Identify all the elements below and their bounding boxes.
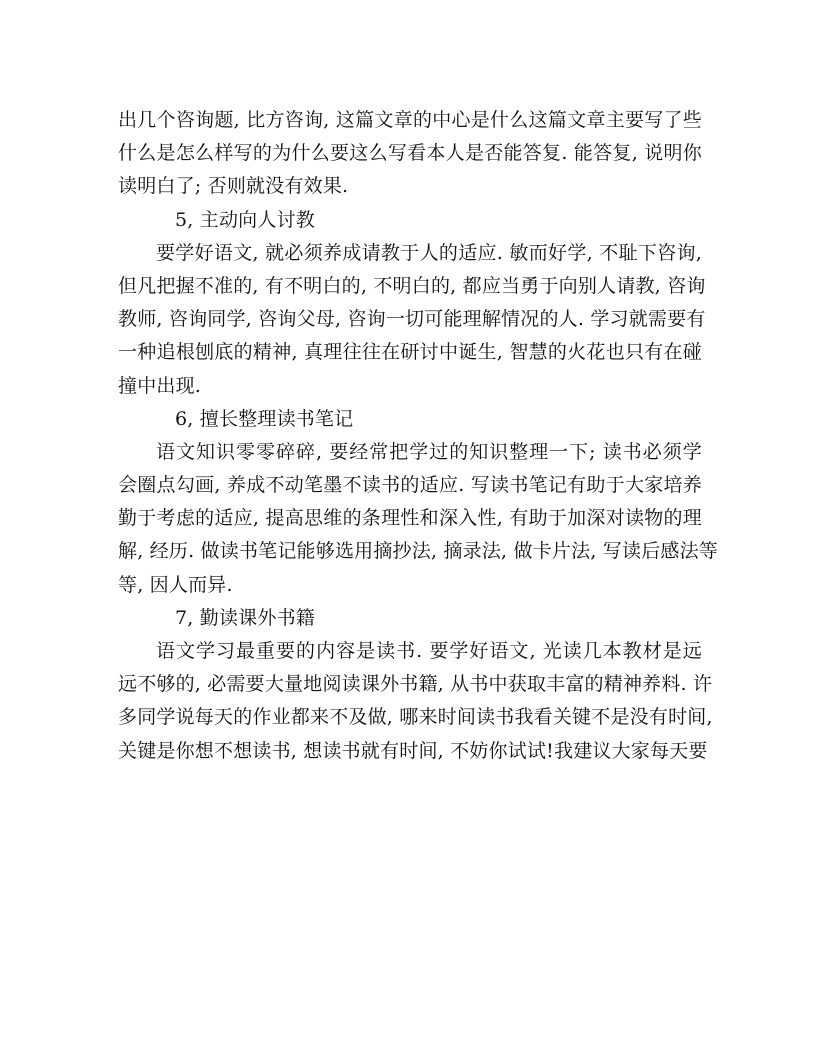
text-line: 远不够的, 必需要大量地阅读课外书籍, 从书中获取丰富的精神养料. 许: [118, 673, 713, 696]
text-line: 等, 因人而异.: [118, 573, 233, 596]
text-line: 出几个咨询题, 比方咨询, 这篇文章的中心是什么这篇文章主要写了些: [118, 109, 702, 131]
text-line: 语文知识零零碎碎, 要经常把学过的知识整理一下; 读书必须学: [156, 440, 702, 463]
text-line: 撞中出现.: [118, 374, 202, 397]
section-heading: 7, 勤读课外书籍: [175, 606, 315, 629]
text-line: 教师, 咨询同学, 咨询父母, 咨询一切可能理解情况的人. 学习就需要有: [118, 308, 706, 331]
text-line: 语文学习最重要的内容是读书. 要学好语文, 光读几本教材是远: [156, 640, 702, 662]
text-line: 一种追根刨底的精神, 真理往往在研讨中诞生, 智慧的火花也只有在碰: [118, 341, 702, 364]
text-line: 但凡把握不准的, 有不明白的, 不明白的, 都应当勇于向别人请教, 咨询: [118, 274, 706, 297]
text-line: 会圈点勾画, 养成不动笔墨不读书的适应. 写读书笔记有助于大家培养: [118, 474, 702, 497]
text-line: 关键是你想不想读书, 想读书就有时间, 不妨你试试!我建议大家每天要: [118, 739, 708, 762]
text-line: 要学好语文, 就必须养成请教于人的适应. 敏而好学, 不耻下咨询,: [156, 241, 702, 264]
text-line: 读明白了; 否则就没有效果.: [118, 175, 349, 198]
body-text: [118, 104, 718, 768]
section-heading: 6, 擅长整理读书笔记: [175, 407, 354, 430]
text-line: 解, 经历. 做读书笔记能够选用摘抄法, 摘录法, 做卡片法, 写读后感法等: [118, 540, 718, 563]
text-line: 勤于考虑的适应, 提高思维的条理性和深入性, 有助于加深对读物的理: [118, 507, 702, 530]
section-heading: 5, 主动向人讨教: [175, 208, 315, 231]
text-line: 什么是怎么样写的为什么要这么写看本人是否能答复. 能答复, 说明你: [118, 142, 702, 165]
text-line: 多同学说每天的作业都来不及做, 哪来时间读书我看关键不是没有时间,: [118, 706, 713, 729]
